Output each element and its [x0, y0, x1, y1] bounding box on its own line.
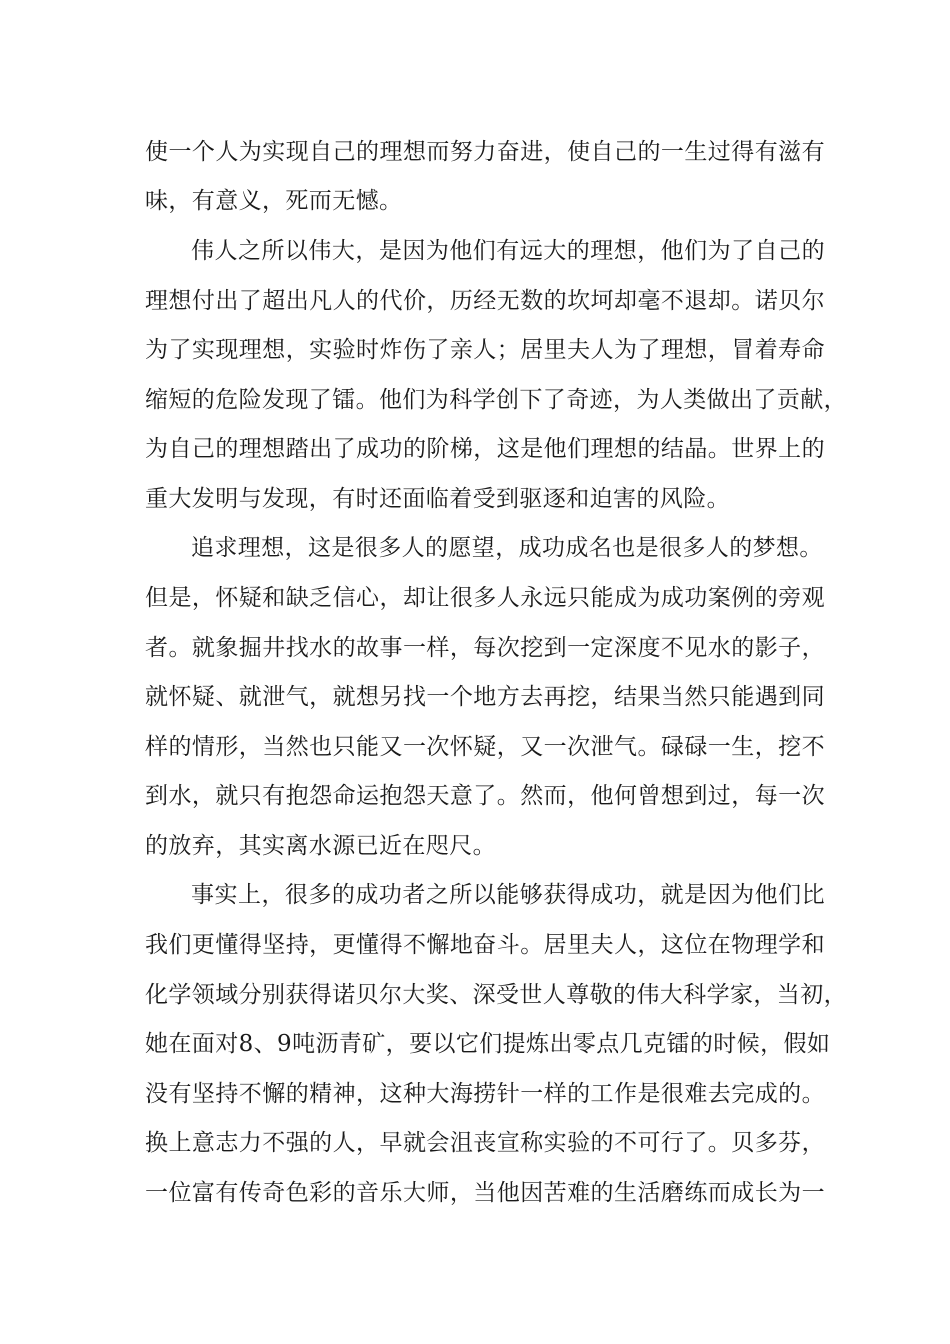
text-line: 缩短的危险发现了镭。他们为科学创下了奇迹，为人类做出了贡献， [145, 387, 847, 413]
text-line: 到水，就只有抱怨命运抱怨天意了。然而，他何曾想到过，每一次 [145, 783, 825, 809]
text-line: 的放弃，其实离水源已近在咫尺。 [145, 833, 496, 859]
text-line: 一位富有传奇色彩的音乐大师，当他因苦难的生活磨练而成长为一 [145, 1180, 825, 1206]
text-line: 样的情形，当然也只能又一次怀疑，又一次泄气。碌碌一生，挖不 [145, 734, 825, 760]
text-line: 者。就象掘井找水的故事一样，每次挖到一定深度不见水的影子， [145, 635, 825, 661]
text-line: 重大发明与发现，有时还面临着受到驱逐和迫害的风险。 [145, 486, 730, 512]
text-line: 味，有意义，死而无憾。 [145, 188, 403, 214]
text-line: 没有坚持不懈的精神，这种大海捞针一样的工作是很难去完成的。 [145, 1081, 825, 1107]
text-line: 为自己的理想踏出了成功的阶梯，这是他们理想的结晶。世界上的 [145, 436, 825, 462]
text-line: 为了实现理想，实验时炸伤了亲人；居里夫人为了理想，冒着寿命 [145, 337, 825, 363]
paragraph-first-line: 伟人之所以伟大，是因为他们有远大的理想，他们为了自己的 [191, 238, 825, 264]
paragraph-first-line: 追求理想，这是很多人的愿望，成功成名也是很多人的梦想。 [191, 535, 823, 561]
text-line: 使一个人为实现自己的理想而努力奋进，使自己的一生过得有滋有 [145, 139, 825, 165]
text-line: 但是，怀疑和缺乏信心，却让很多人永远只能成为成功案例的旁观 [145, 585, 825, 611]
text-line: 换上意志力不强的人，早就会沮丧宣称实验的不可行了。贝多芬， [145, 1130, 825, 1156]
text-line: 理想付出了超出凡人的代价，历经无数的坎坷却毫不退却。诺贝尔 [145, 288, 825, 314]
text-line: 就怀疑、就泄气，就想另找一个地方去再挖，结果当然只能遇到同 [145, 684, 825, 710]
text-line: 她在面对8、9吨沥青矿，要以它们提炼出零点几克镭的时候，假如 [145, 1031, 831, 1057]
text-line: 我们更懂得坚持，更懂得不懈地奋斗。居里夫人，这位在物理学和 [145, 932, 825, 958]
paragraph-first-line: 事实上，很多的成功者之所以能够获得成功，就是因为他们比 [191, 882, 825, 908]
text-line: 化学领域分别获得诺贝尔大奖、深受世人尊敬的伟大科学家，当初， [145, 982, 847, 1008]
